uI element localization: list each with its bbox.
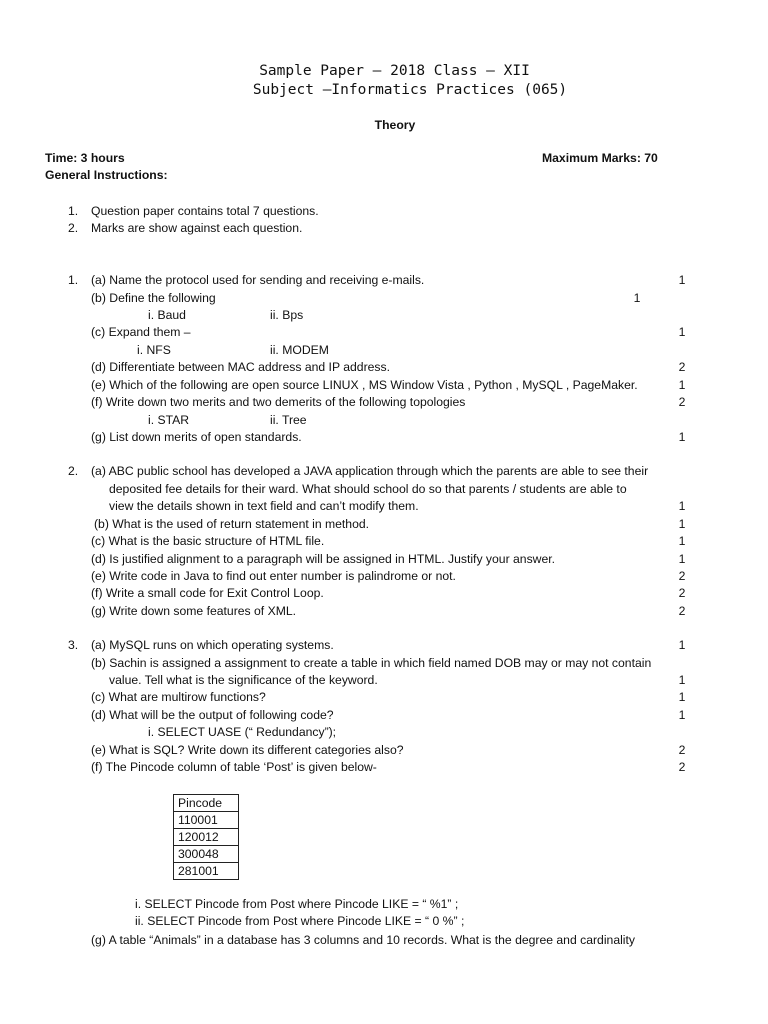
instruction-text: Question paper contains total 7 questions. bbox=[91, 204, 319, 218]
q2-g: (g) Write down some features of XML. bbox=[91, 604, 297, 618]
q1-g: (g) List down merits of open standards. bbox=[91, 430, 302, 444]
q1-c: (c) Expand them – bbox=[91, 325, 191, 339]
table-cell: 300048 bbox=[174, 846, 239, 863]
q1-f-i: i. STAR bbox=[148, 413, 190, 427]
q3-c: (c) What are multirow functions? bbox=[91, 690, 266, 704]
instruction-text: Marks are show against each question. bbox=[91, 221, 303, 235]
q3-e-marks: 2 bbox=[678, 743, 686, 757]
table-cell: 120012 bbox=[174, 829, 239, 846]
q2-b: (b) What is the used of return statement in method. bbox=[94, 517, 370, 531]
q1-b-ii: ii. Bps bbox=[270, 308, 304, 322]
q1-e-marks: 1 bbox=[678, 378, 686, 392]
q3-c-marks: 1 bbox=[678, 690, 686, 704]
q2-a-line1: (a) ABC public school has developed a JAVA application through which the parents are able to see their bbox=[91, 464, 649, 478]
q2-a-line3: view the details shown in text field and can’t modify them. bbox=[109, 499, 419, 513]
table-row bbox=[174, 812, 239, 829]
q2-f-marks: 2 bbox=[678, 586, 686, 600]
table-row bbox=[174, 829, 239, 846]
q3-a-marks: 1 bbox=[678, 638, 686, 652]
q3-e: (e) What is SQL? Write down its different categories also? bbox=[91, 743, 404, 757]
q3-a: (a) MySQL runs on which operating systems. bbox=[91, 638, 334, 652]
q1-b-i: i. Baud bbox=[148, 308, 186, 322]
question-number: 1. bbox=[68, 273, 79, 287]
q2-b-marks: 1 bbox=[678, 517, 686, 531]
q3-d-i: i. SELECT UASE (“ Redundancy”); bbox=[148, 725, 337, 739]
instruction-number: 2. bbox=[68, 221, 79, 235]
q2-c-marks: 1 bbox=[678, 534, 686, 548]
q2-f: (f) Write a small code for Exit Control Loop. bbox=[91, 586, 324, 600]
q2-e: (e) Write code in Java to find out enter number is palindrome or not. bbox=[91, 569, 456, 583]
table-header-row bbox=[174, 795, 239, 812]
q2-d-marks: 1 bbox=[678, 552, 686, 566]
max-marks-label: Maximum Marks: 70 bbox=[542, 151, 658, 165]
q2-e-marks: 2 bbox=[678, 569, 686, 583]
q3-d: (d) What will be the output of following code? bbox=[91, 708, 334, 722]
q1-d: (d) Differentiate between MAC address and IP address. bbox=[91, 360, 390, 374]
q3-d-marks: 1 bbox=[678, 708, 686, 722]
q3-b-line1: (b) Sachin is assigned a assignment to create a table in which field named DOB may or may not contain bbox=[91, 656, 652, 670]
q2-a-marks: 1 bbox=[678, 499, 686, 513]
table-header-cell: Pincode bbox=[174, 795, 239, 812]
instruction-number: 1. bbox=[68, 204, 79, 218]
table-row bbox=[174, 846, 239, 863]
table-row bbox=[174, 863, 239, 880]
question-number: 2. bbox=[68, 464, 79, 478]
q3-b-line2: value. Tell what is the significance of the keyword. bbox=[109, 673, 378, 687]
q1-f-ii: ii. Tree bbox=[270, 413, 307, 427]
q1-a-marks: 1 bbox=[678, 273, 686, 287]
table-cell: 110001 bbox=[174, 812, 239, 829]
q3-f-marks: 2 bbox=[678, 760, 686, 774]
q3-f-ii: ii. SELECT Pincode from Post where Pincode LIKE = “ 0 %” ; bbox=[135, 914, 465, 928]
q3-f: (f) The Pincode column of table ‘Post’ is given below- bbox=[91, 760, 377, 774]
q2-a-line2: deposited fee details for their ward. What should school do so that parents / students are able to bbox=[109, 482, 627, 496]
q1-g-marks: 1 bbox=[678, 430, 686, 444]
q1-d-marks: 2 bbox=[678, 360, 686, 374]
q1-a: (a) Name the protocol used for sending and receiving e-mails. bbox=[91, 273, 425, 287]
q3-g: (g) A table “Animals” in a database has 3 columns and 10 records. What is the degree and cardinality bbox=[91, 933, 635, 947]
q1-f-marks: 2 bbox=[678, 395, 686, 409]
table-cell: 281001 bbox=[174, 863, 239, 880]
q2-d: (d) Is justified alignment to a paragraph will be assigned in HTML. Justify your answer. bbox=[91, 552, 556, 566]
general-instructions-heading: General Instructions: bbox=[45, 168, 168, 182]
q1-e: (e) Which of the following are open source LINUX , MS Window Vista , Python , MySQL , PageMaker. bbox=[91, 378, 638, 392]
pincode-table bbox=[173, 794, 239, 880]
q1-b-marks: 1 bbox=[633, 291, 641, 305]
question-number: 3. bbox=[68, 638, 79, 652]
q1-b: (b) Define the following bbox=[91, 291, 216, 305]
q2-g-marks: 2 bbox=[678, 604, 686, 618]
q1-c-i: i. NFS bbox=[137, 343, 171, 357]
q1-f: (f) Write down two merits and two demerits of the following topologies bbox=[91, 395, 466, 409]
time-label: Time: 3 hours bbox=[45, 151, 125, 165]
q3-b-marks: 1 bbox=[678, 673, 686, 687]
section-heading: Theory bbox=[374, 118, 416, 132]
paper-title: Sample Paper – 2018 Class – XII bbox=[259, 63, 530, 79]
q1-c-marks: 1 bbox=[678, 325, 686, 339]
paper-subject: Subject –Informatics Practices (065) bbox=[252, 82, 568, 98]
q2-c: (c) What is the basic structure of HTML file. bbox=[91, 534, 325, 548]
q1-c-ii: ii. MODEM bbox=[270, 343, 329, 357]
q3-f-i: i. SELECT Pincode from Post where Pincode LIKE = “ %1” ; bbox=[135, 897, 459, 911]
